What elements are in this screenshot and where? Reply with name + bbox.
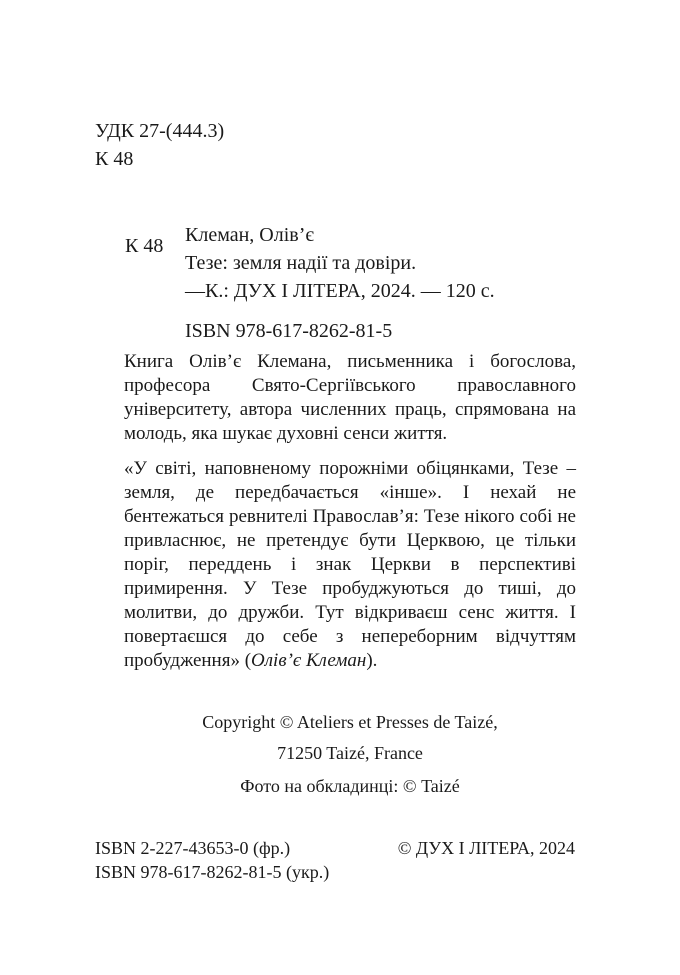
annotation-paragraph: Книга Олів’є Клемана, письменника і богослова, професора Свято-Сергіївського православного університету, автора численних праць, спрямована на молодь, яка шукає духовні сенси життя. bbox=[124, 351, 576, 444]
author-mark: К 48 bbox=[95, 148, 134, 170]
copyright-line: Copyright © Ateliers et Presses de Taizé, bbox=[202, 712, 498, 732]
quote-paragraph bbox=[124, 457, 576, 673]
isbn-french: ISBN 2-227-43653-0 (фр.) bbox=[95, 838, 291, 858]
copyright-address: 71250 Taizé, France bbox=[277, 743, 423, 763]
quote-text: «У світі, наповненому порожніми обіцянками, Тезе – земля, де передбачається «інше». І нехай не бентежаться ревнителі Православ’я: Тезе нікого собі не привласнює, не претендує бути Церквою, це тільки поріг, переддень і знак Церкви в перспективі примирення. У Тезе пробуджуються до тиші, до молитви, до дружби. Тут відкриваєш сенс життя. І повертаєшся до себе з непереборним відчуттям пробудження» ( bbox=[124, 458, 576, 671]
bibliographic-entry bbox=[185, 221, 495, 345]
entry-isbn: ISBN 978-617-8262-81-5 bbox=[185, 320, 393, 342]
entry-author-mark: К 48 bbox=[125, 235, 164, 257]
entry-imprint: —К.: ДУХ І ЛІТЕРА, 2024. — 120 с. bbox=[185, 280, 495, 302]
entry-author: Клеман, Олів’є bbox=[185, 224, 314, 246]
quote-author: Олів’є Клеман bbox=[251, 650, 367, 671]
publisher-copyright: © ДУХ І ЛІТЕРА, 2024 bbox=[397, 838, 575, 858]
quote-close: ). bbox=[366, 650, 378, 671]
isbn-list bbox=[95, 836, 329, 884]
isbn-ukrainian: ISBN 978-617-8262-81-5 (укр.) bbox=[95, 862, 330, 882]
udk-block bbox=[95, 117, 224, 173]
udk-code: УДК 27-(444.3) bbox=[95, 120, 225, 142]
cover-photo-credit: Фото на обкладинці: © Taizé bbox=[240, 776, 460, 796]
entry-title: Тезе: земля надії та довіри. bbox=[185, 252, 417, 274]
